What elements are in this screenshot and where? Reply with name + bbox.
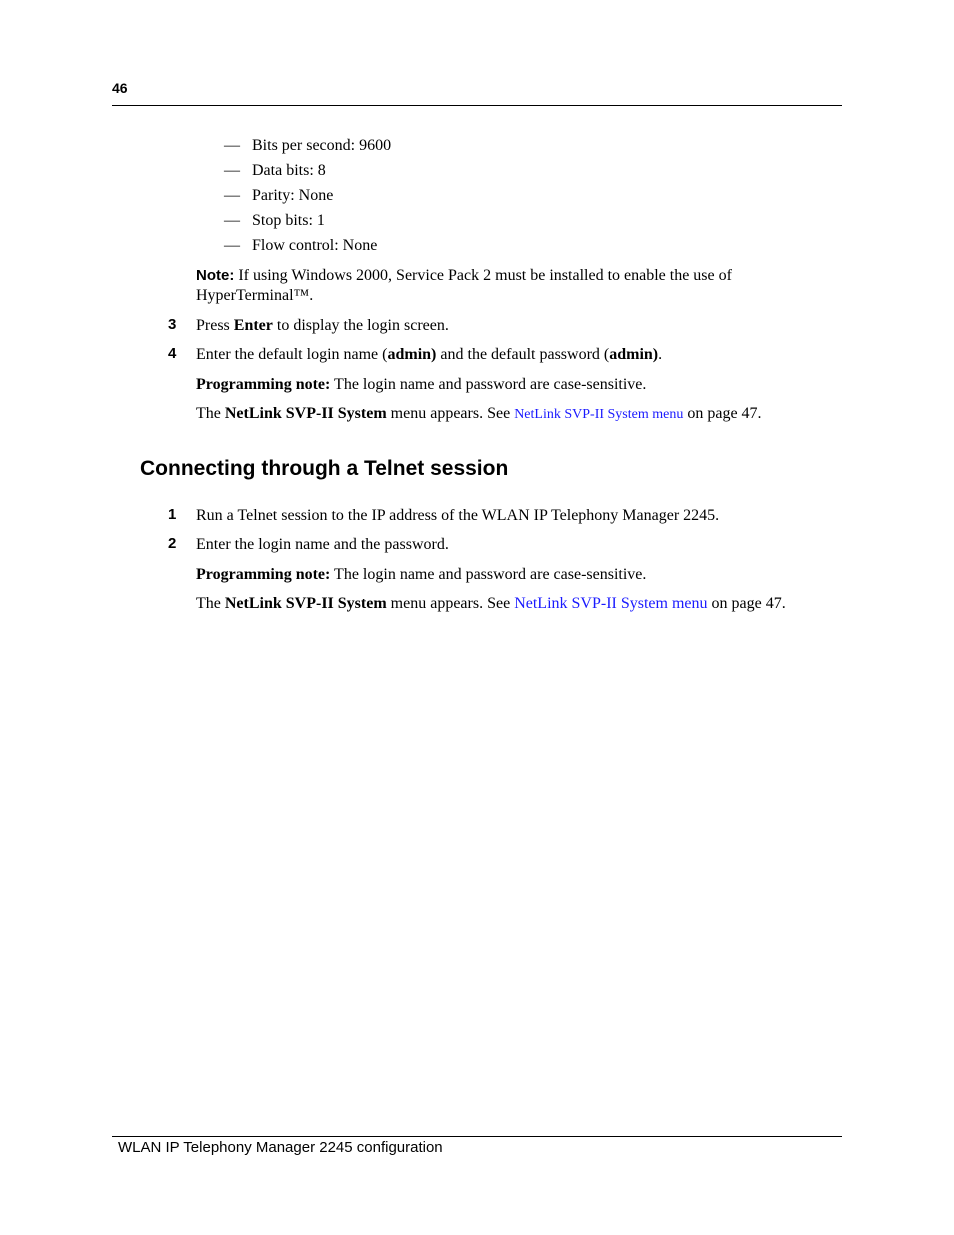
- list-item: Parity: None: [252, 187, 334, 204]
- list-item: Data bits: 8: [252, 162, 326, 179]
- page-number: 46: [112, 80, 128, 96]
- text-run: The: [196, 595, 225, 612]
- note-text: If using Windows 2000, Service Pack 2 must be installed to enable the use of: [234, 267, 732, 284]
- telnet-step-1-text: Run a Telnet session to the IP address of the WLAN IP Telephony Manager 2245.: [196, 507, 720, 524]
- section-heading: Connecting through a Telnet session: [140, 457, 509, 480]
- footer-text: WLAN IP Telephony Manager 2245 configuration: [118, 1139, 443, 1156]
- programming-note-text: The login name and password are case-sensitive.: [330, 376, 647, 393]
- step-number: 1: [168, 506, 177, 523]
- step-3-text: [196, 316, 449, 335]
- list-dash: —: [224, 187, 240, 204]
- programming-note: [196, 375, 646, 394]
- text-run: .: [658, 346, 663, 363]
- programming-note: [196, 565, 646, 584]
- menu-name: NetLink SVP-II System: [224, 595, 387, 612]
- step-number: 4: [168, 345, 177, 362]
- default-password: admin): [609, 346, 659, 363]
- text-run: to display the login screen.: [272, 317, 449, 334]
- step-number: 2: [168, 535, 177, 552]
- netlink-menu-link[interactable]: NetLink SVP-II System menu: [514, 595, 708, 612]
- step-4-text: [196, 345, 662, 364]
- programming-note-text: The login name and password are case-sensitive.: [330, 566, 647, 583]
- list-dash: —: [224, 237, 240, 254]
- text-run: on page 47.: [683, 405, 762, 422]
- footer-rule: [112, 1136, 842, 1137]
- programming-note-label: Programming note:: [196, 566, 331, 583]
- enter-key-label: Enter: [233, 317, 273, 334]
- list-item: Flow control: None: [252, 237, 378, 254]
- note-line-1: [196, 266, 732, 285]
- menu-appears-line: [196, 594, 786, 613]
- text-run: Press: [196, 317, 234, 334]
- list-item: Bits per second: 9600: [252, 137, 392, 154]
- list-dash: —: [224, 162, 240, 179]
- list-dash: —: [224, 137, 240, 154]
- note-label: Note:: [196, 267, 235, 284]
- header-rule: [112, 105, 842, 106]
- text-run: menu appears. See: [386, 595, 515, 612]
- step-number: 3: [168, 316, 177, 333]
- text-run: Enter the default login name (: [196, 346, 388, 363]
- menu-appears-line: [196, 404, 762, 424]
- text-run: and the default password (: [436, 346, 610, 363]
- list-dash: —: [224, 212, 240, 229]
- text-run: The: [196, 405, 225, 422]
- menu-name: NetLink SVP-II System: [224, 405, 387, 422]
- default-login-name: admin): [387, 346, 437, 363]
- note-line-2: HyperTerminal™.: [196, 287, 314, 304]
- list-item: Stop bits: 1: [252, 212, 325, 229]
- telnet-step-2-text: Enter the login name and the password.: [196, 536, 449, 553]
- programming-note-label: Programming note:: [196, 376, 331, 393]
- text-run: on page 47.: [707, 595, 786, 612]
- text-run: menu appears. See: [386, 405, 515, 422]
- netlink-menu-link[interactable]: NetLink SVP-II System menu: [514, 407, 684, 422]
